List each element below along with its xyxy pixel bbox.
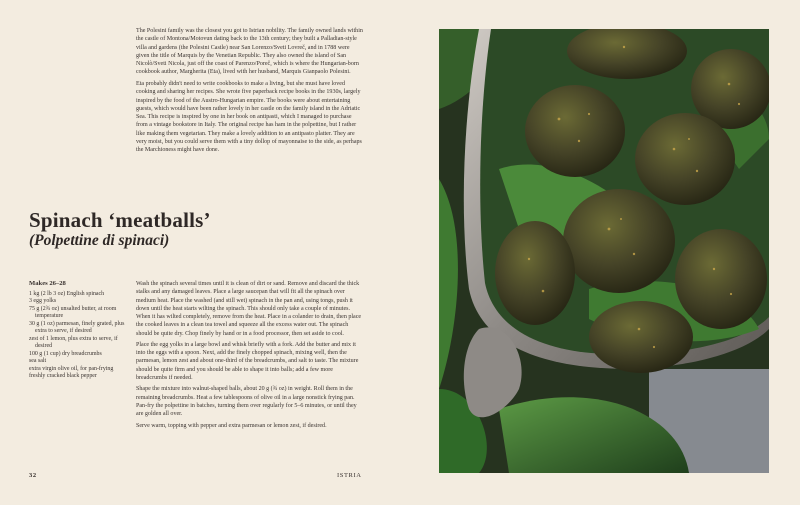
ingredient-item: 3 egg yolks	[29, 298, 57, 304]
meatball	[675, 229, 767, 329]
meatball	[563, 189, 675, 293]
spinach-meatballs-photo	[439, 29, 769, 473]
photo-illustration	[439, 29, 769, 473]
intro-text	[136, 27, 364, 158]
meatball	[589, 301, 693, 373]
ingredient-item: 30 g (1 oz) parmesan, finely grated, plus extra to serve, if desired	[29, 320, 125, 334]
method-step-4: Serve warm, topping with pepper and extra parmesan or lemon zest, if desired.	[136, 422, 327, 429]
meatball	[525, 85, 625, 177]
method-step-1: Wash the spinach several times until it is clean of dirt or sand. Remove and discard the thick stalks and any damaged leaves. Place a large saucepan that will fit all the spinach over medium heat. Place the washed (and still wet) spinach in the pan and, using tongs, push it down until the heat starts wilting the spinach. This should only take a couple of minutes. When it has wilted completely, remove from the heat. Place in a colander to drain, then place the cooked leaves in a clean tea towel and squeeze all the excess water out. The spinach should be quite dry. Chop finely by hand or in a food processor, then set aside to cool.	[136, 281, 362, 337]
ingredient-item: sea salt	[29, 358, 47, 364]
ingredient-item: 100 g (1 cup) dry breadcrumbs	[29, 350, 102, 357]
method-step-3: Shape the mixture into walnut-shaped balls, about 20 g (¾ oz) in weight. Roll them in the remaining breadcrumbs. Heat a few tablespoons of olive oil in a large nonstick frying pan. Pan-fry the polpettine in batches, turning them over regularly for 5–6 minutes, or until they are golden all over.	[136, 386, 357, 418]
ingredient-item: zest of 1 lemon, plus extra to serve, if desired	[29, 335, 118, 349]
ingredients-list	[29, 280, 125, 381]
method-step-2: Place the egg yolks in a large bowl and whisk briefly with a fork. Add the butter and mix it into the eggs with a spoon. Next, add the finely chopped spinach, mixing well, then the parmesan, lemon zest and about one-third of the breadcrumbs, and salt to taste. The mixture should be quite firm and you should be able to shape it into balls; add a few more breadcrumbs if needed.	[136, 341, 359, 381]
recipe-subtitle: (Polpettine di spinaci)	[29, 232, 170, 249]
meatball	[495, 221, 575, 325]
intro-paragraph-2: Eta probably didn't need to write cookbooks to make a living, but she must have loved cooking and sharing her recipes. She wrote five paperback recipe books in the 1930s, largely inspired by the food of the Austro-Hungarian empire. The books were about entertaining guests, which would have been rather lovely in her castle on the family island in the Adriatic Sea. This recipe is inspired by one in her book on antipasti, which I managed to purchase from a vintage bookstore in Italy. The original recipe has ham in the polpettine, but I rather like making them vegetarian. They make a lovely addition to an antipasto platter. They are very moist, but you could serve them with a tiny dollop of mayonnaise to the side, as perhaps the Marchioness might have done.	[136, 80, 362, 154]
page-number: 32	[29, 472, 37, 479]
ingredient-item: 75 g (2¾ oz) unsalted butter, at room temperature	[29, 305, 117, 319]
ingredient-item: freshly cracked black pepper	[29, 373, 97, 379]
ingredient-item: 1 kg (2 lb 3 oz) English spinach	[29, 290, 105, 297]
recipe-yield: Makes 26–28	[29, 280, 66, 287]
meatball	[635, 113, 735, 205]
running-head: ISTRIA	[337, 472, 362, 479]
intro-paragraph-1: The Polesini family was the closest you got to Istrian nobility. The family owned lands within the castle of Montona/Motovun dating back to the 13th century; they built a Palladian-style villa and gardens (the Polesini Castle) near San Lorenzo/Sveti Lovreč, and in 1788 were given the title of Marquis by the Venetian Republic. They also owned the island of San Nicolò/Sveti Nicola, just off the coast of Parenzo/Poreč, which is where the Hungarian-born cookbook author, Margherita (Eta), lived with her husband, Marquis Gianpaolo Polesini.	[136, 28, 363, 76]
recipe-title: Spinach ‘meatballs’	[29, 208, 211, 232]
ingredient-item: extra virgin olive oil, for pan-frying	[29, 365, 114, 372]
method-text	[136, 280, 364, 433]
